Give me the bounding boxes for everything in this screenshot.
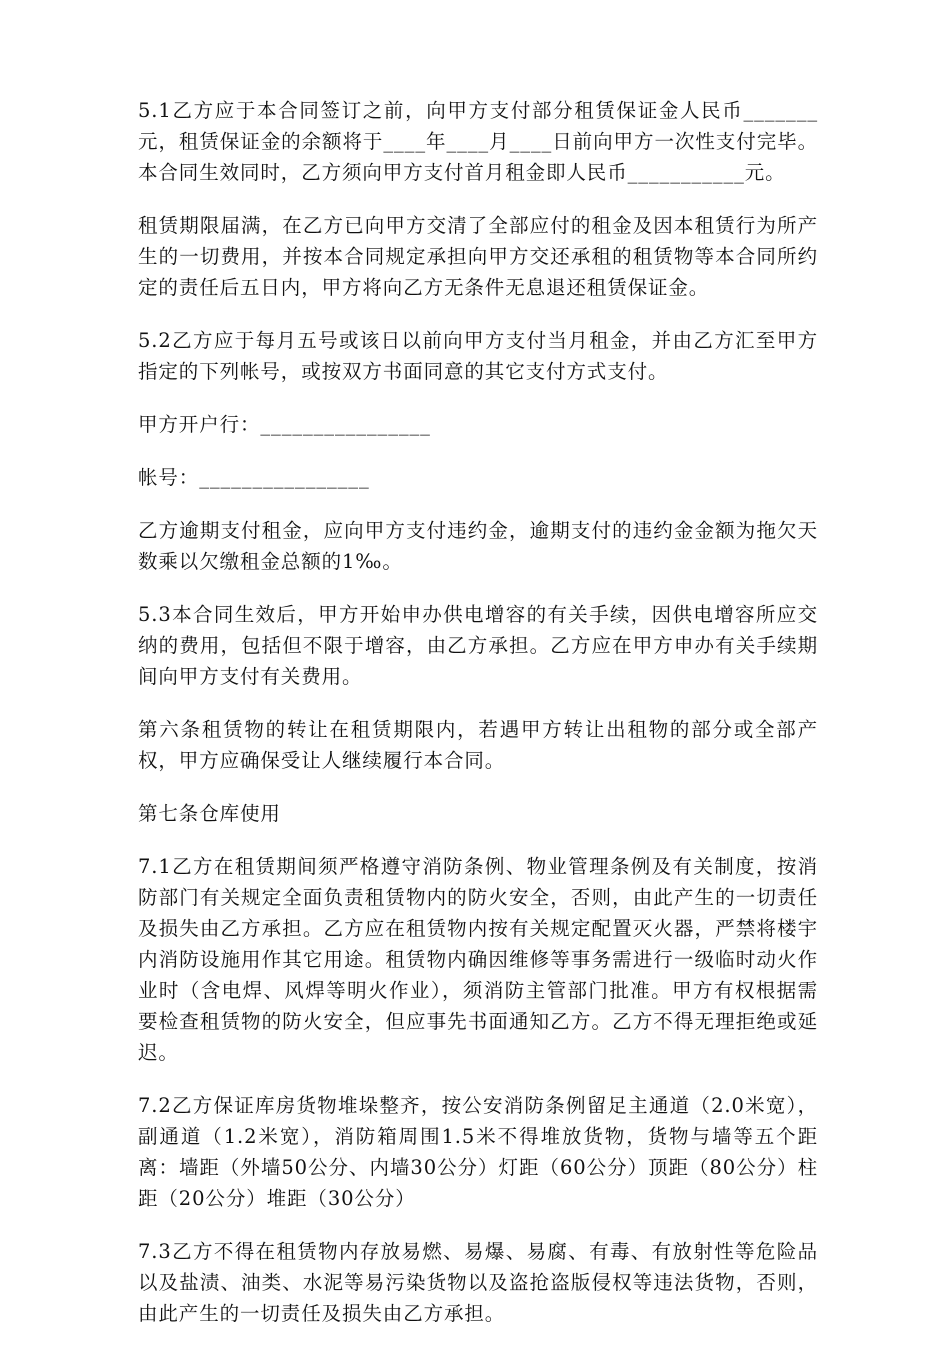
clause-7-3-paragraph: 7.3乙方不得在租赁物内存放易燃、易爆、易腐、有毒、有放射性等危险品以及盐渍、油类、水泥等易污染货物以及盗抢盗版侵权等违法货物，否则，由此产生的一切责任及损失由乙方承担。 [138,1240,818,1325]
clause-5-1-paragraph: 5.1乙方应于本合同签订之前，向甲方支付部分租赁保证金人民币_______元，租赁保证金的余额将于____年____月____日前向甲方一次性支付完毕。本合同生效同时，乙方须向甲方支付首月租金即人民币___________元。 [138,99,818,184]
clause-7-1-paragraph: 7.1乙方在租赁期间须严格遵守消防条例、物业管理条例及有关制度，按消防部门有关规定全面负责租赁物内的防火安全，否则，由此产生的一切责任及损失由乙方承担。乙方应在租赁物内按有关规定配置灭火器，严禁将楼宇内消防设施用作其它用途。租赁物内确因维修等事务需进行一级临时动火作业时（含电焊、风焊等明火作业），须消防主管部门批准。甲方有权根据需要检查租赁物的防火安全，但应事先书面通知乙方。乙方不得无理拒绝或延迟。 [138,855,818,1064]
clause-5-3-paragraph: 5.3本合同生效后，甲方开始申办供电增容的有关手续，因供电增容所应交纳的费用，包括但不限于增容，由乙方承担。乙方应在甲方申办有关手续期间向甲方支付有关费用。 [138,603,818,688]
account-field-line: 帐号：________________ [138,466,370,489]
article-7-heading: 第七条仓库使用 [138,802,281,825]
clause-7-2-paragraph: 7.2乙方保证库房货物堆垛整齐，按公安消防条例留足主通道（2.0米宽），副通道（1.2米宽），消防箱周围1.5米不得堆放货物，货物与墙等五个距离：墙距（外墙50公分、内墙30公分）灯距（60公分）顶距（80公分）柱距（20公分）堆距（30公分） [138,1094,818,1210]
late-payment-paragraph: 乙方逾期支付租金，应向甲方支付违约金，逾期支付的违约金金额为拖欠天数乘以欠缴租金总额的1‰。 [138,519,818,573]
article-6-paragraph: 第六条租赁物的转让在租赁期限内，若遇甲方转让出租物的部分或全部产权，甲方应确保受让人继续履行本合同。 [138,718,818,772]
clause-5-2-paragraph: 5.2乙方应于每月五号或该日以前向甲方支付当月租金，并由乙方汇至甲方指定的下列帐号，或按双方书面同意的其它支付方式支付。 [138,329,818,383]
deposit-refund-paragraph: 租赁期限届满，在乙方已向甲方交清了全部应付的租金及因本租赁行为所产生的一切费用，并按本合同规定承担向甲方交还承租的租赁物等本合同所约定的责任后五日内，甲方将向乙方无条件无息退还租赁保证金。 [138,214,818,299]
bank-field-line: 甲方开户行：________________ [138,413,431,436]
document-body [138,95,818,1351]
